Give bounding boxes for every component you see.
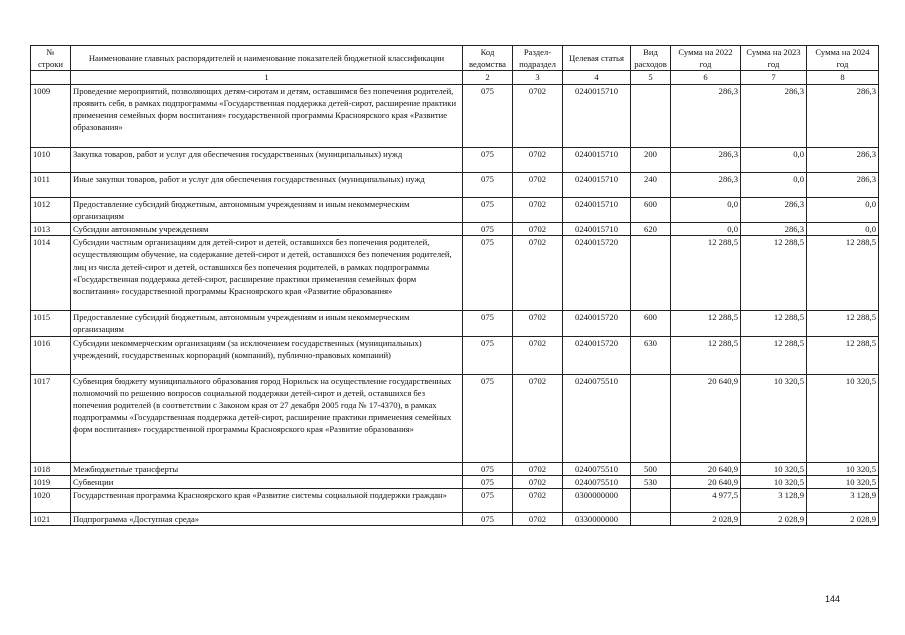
- header-name: Наименование главных распорядителей и наименование показателей бюджетной классификации: [71, 46, 463, 71]
- table-row: [31, 311, 879, 336]
- target-code: 0240015710: [563, 197, 631, 222]
- sum-2024: 286,3: [807, 172, 879, 197]
- sum-2022: 12 288,5: [671, 336, 741, 374]
- table-row: [31, 374, 879, 462]
- sum-2022: 2 028,9: [671, 513, 741, 526]
- table-body: [31, 84, 879, 526]
- dept-code: 075: [463, 462, 513, 475]
- dept-code: 075: [463, 475, 513, 488]
- sum-2024: 3 128,9: [807, 489, 879, 513]
- table-row: [31, 489, 879, 513]
- section-code: 0702: [513, 513, 563, 526]
- row-number: 1019: [31, 475, 71, 488]
- section-code: 0702: [513, 197, 563, 222]
- expense-type: 240: [631, 172, 671, 197]
- header-dept-code: Код ведомства: [463, 46, 513, 71]
- column-number: 1: [71, 71, 463, 84]
- sum-2022: 286,3: [671, 147, 741, 172]
- dept-code: 075: [463, 172, 513, 197]
- row-name: Межбюджетные трансферты: [71, 462, 463, 475]
- expense-type: [631, 513, 671, 526]
- sum-2022: 0,0: [671, 223, 741, 236]
- sum-2023: 10 320,5: [741, 475, 807, 488]
- table-row: [31, 147, 879, 172]
- sum-2024: 12 288,5: [807, 311, 879, 336]
- sum-2024: 10 320,5: [807, 462, 879, 475]
- sum-2023: 0,0: [741, 147, 807, 172]
- row-name: Субсидии частным организациям для детей-сирот и детей, оставшихся без попечения родителей, осуществляющим обучение, на содержание детей-сирот и детей, оставшихся без попечения родителей, лиц из числа детей-сирот и детей, оставшихся без попечения родителей, в рамках подпрограммы «Государственная поддержка детей-сирот, расширение практики применения семейных форм воспитания» государственной программы Красноярского края «Развитие образования»: [71, 236, 463, 311]
- section-code: 0702: [513, 311, 563, 336]
- expense-type: [631, 374, 671, 462]
- target-code: 0240015720: [563, 236, 631, 311]
- sum-2023: 0,0: [741, 172, 807, 197]
- row-number: 1011: [31, 172, 71, 197]
- row-number: 1013: [31, 223, 71, 236]
- dept-code: 075: [463, 336, 513, 374]
- table-row: [31, 172, 879, 197]
- row-number: 1018: [31, 462, 71, 475]
- row-name: Проведение мероприятий, позволяющих детям-сиротам и детям, оставшимся без попечения родителей, проявить себя, в рамках подпрограммы «Государственная поддержка детей-сирот, расширение практики применения семейных форм воспитания» государственной программы Красноярского края «Развитие образования»: [71, 84, 463, 147]
- expense-type: 200: [631, 147, 671, 172]
- expense-type: [631, 84, 671, 147]
- sum-2022: 20 640,9: [671, 374, 741, 462]
- sum-2022: 286,3: [671, 84, 741, 147]
- table-row: [31, 462, 879, 475]
- sum-2022: 20 640,9: [671, 475, 741, 488]
- row-name: Предоставление субсидий бюджетным, автономным учреждениям и иным некоммерческим организациям: [71, 311, 463, 336]
- row-number: 1021: [31, 513, 71, 526]
- row-number: 1016: [31, 336, 71, 374]
- budget-table: [30, 45, 879, 526]
- row-name: Субсидии автономным учреждениям: [71, 223, 463, 236]
- row-name: Государственная программа Красноярского края «Развитие системы социальной поддержки граждан»: [71, 489, 463, 513]
- expense-type: 530: [631, 475, 671, 488]
- sum-2022: 4 977,5: [671, 489, 741, 513]
- target-code: 0330000000: [563, 513, 631, 526]
- row-name: Субвенции: [71, 475, 463, 488]
- target-code: 0240015720: [563, 311, 631, 336]
- row-name: Предоставление субсидий бюджетным, автономным учреждениям и иным некоммерческим организациям: [71, 197, 463, 222]
- target-code: 0240015710: [563, 147, 631, 172]
- dept-code: 075: [463, 147, 513, 172]
- header-row-no: № строки: [31, 46, 71, 71]
- target-code: 0240015720: [563, 336, 631, 374]
- sum-2024: 10 320,5: [807, 475, 879, 488]
- target-code: 0240075510: [563, 374, 631, 462]
- sum-2023: 10 320,5: [741, 462, 807, 475]
- table-row: [31, 236, 879, 311]
- section-code: 0702: [513, 172, 563, 197]
- sum-2024: 12 288,5: [807, 236, 879, 311]
- header-sum-2024: Сумма на 2024 год: [807, 46, 879, 71]
- sum-2023: 12 288,5: [741, 311, 807, 336]
- sum-2024: 2 028,9: [807, 513, 879, 526]
- target-code: 0240075510: [563, 475, 631, 488]
- row-number: 1012: [31, 197, 71, 222]
- sum-2022: 12 288,5: [671, 311, 741, 336]
- target-code: 0240075510: [563, 462, 631, 475]
- section-code: 0702: [513, 84, 563, 147]
- dept-code: 075: [463, 84, 513, 147]
- sum-2023: 12 288,5: [741, 336, 807, 374]
- header-sum-2023: Сумма на 2023 год: [741, 46, 807, 71]
- column-number: 4: [563, 71, 631, 84]
- target-code: 0300000000: [563, 489, 631, 513]
- expense-type: 630: [631, 336, 671, 374]
- column-number: 8: [807, 71, 879, 84]
- row-number: 1009: [31, 84, 71, 147]
- row-name: Субсидии некоммерческим организациям (за исключением государственных (муниципальных) учреждений, государственных корпораций (компаний), публично-правовых компаний): [71, 336, 463, 374]
- sum-2022: 20 640,9: [671, 462, 741, 475]
- header-expense-type: Вид расходов: [631, 46, 671, 71]
- expense-type: 600: [631, 197, 671, 222]
- row-name: Субвенция бюджету муниципального образования город Норильск на осуществление государственных полномочий по решению вопросов социальной поддержки детей-сирот и детей, оставшихся без попечения родителей (в соответствии с Законом края от 27 декабря 2005 года № 17-4370), в рамках подпрограммы «Государственная поддержка детей-сирот, расширение практики применения семейных форм воспитания» государственной программы Красноярского края «Развитие образования»: [71, 374, 463, 462]
- section-code: 0702: [513, 236, 563, 311]
- header-row: [31, 46, 879, 71]
- table-row: [31, 197, 879, 222]
- section-code: 0702: [513, 223, 563, 236]
- sum-2023: 12 288,5: [741, 236, 807, 311]
- dept-code: 075: [463, 489, 513, 513]
- target-code: 0240015710: [563, 172, 631, 197]
- section-code: 0702: [513, 489, 563, 513]
- dept-code: 075: [463, 236, 513, 311]
- row-name: Подпрограмма «Доступная среда»: [71, 513, 463, 526]
- row-number: 1010: [31, 147, 71, 172]
- expense-type: 600: [631, 311, 671, 336]
- table-row: [31, 84, 879, 147]
- expense-type: [631, 489, 671, 513]
- row-name: Иные закупки товаров, работ и услуг для обеспечения государственных (муниципальных) нужд: [71, 172, 463, 197]
- sum-2024: 0,0: [807, 223, 879, 236]
- table-row: [31, 513, 879, 526]
- expense-type: [631, 236, 671, 311]
- column-number: [31, 71, 71, 84]
- header-section: Раздел-подраздел: [513, 46, 563, 71]
- sum-2022: 286,3: [671, 172, 741, 197]
- sum-2023: 2 028,9: [741, 513, 807, 526]
- row-number: 1015: [31, 311, 71, 336]
- target-code: 0240015710: [563, 223, 631, 236]
- sum-2024: 286,3: [807, 84, 879, 147]
- dept-code: 075: [463, 374, 513, 462]
- table-row: [31, 336, 879, 374]
- section-code: 0702: [513, 374, 563, 462]
- dept-code: 075: [463, 513, 513, 526]
- header-target: Целевая статья: [563, 46, 631, 71]
- sum-2023: 286,3: [741, 223, 807, 236]
- target-code: 0240015710: [563, 84, 631, 147]
- expense-type: 500: [631, 462, 671, 475]
- sum-2023: 286,3: [741, 197, 807, 222]
- sum-2024: 286,3: [807, 147, 879, 172]
- row-number: 1020: [31, 489, 71, 513]
- sum-2024: 12 288,5: [807, 336, 879, 374]
- row-name: Закупка товаров, работ и услуг для обеспечения государственных (муниципальных) нужд: [71, 147, 463, 172]
- column-number: 6: [671, 71, 741, 84]
- sum-2022: 12 288,5: [671, 236, 741, 311]
- section-code: 0702: [513, 475, 563, 488]
- row-number: 1017: [31, 374, 71, 462]
- column-number: 3: [513, 71, 563, 84]
- column-number: 5: [631, 71, 671, 84]
- sum-2023: 286,3: [741, 84, 807, 147]
- column-number-row: [31, 71, 879, 84]
- sum-2022: 0,0: [671, 197, 741, 222]
- table-row: [31, 223, 879, 236]
- section-code: 0702: [513, 462, 563, 475]
- expense-type: 620: [631, 223, 671, 236]
- table-row: [31, 475, 879, 488]
- dept-code: 075: [463, 197, 513, 222]
- column-number: 2: [463, 71, 513, 84]
- dept-code: 075: [463, 311, 513, 336]
- sum-2024: 10 320,5: [807, 374, 879, 462]
- sum-2023: 3 128,9: [741, 489, 807, 513]
- header-sum-2022: Сумма на 2022 год: [671, 46, 741, 71]
- page-number: 144: [825, 594, 841, 604]
- dept-code: 075: [463, 223, 513, 236]
- column-number: 7: [741, 71, 807, 84]
- section-code: 0702: [513, 336, 563, 374]
- sum-2023: 10 320,5: [741, 374, 807, 462]
- sum-2024: 0,0: [807, 197, 879, 222]
- row-number: 1014: [31, 236, 71, 311]
- section-code: 0702: [513, 147, 563, 172]
